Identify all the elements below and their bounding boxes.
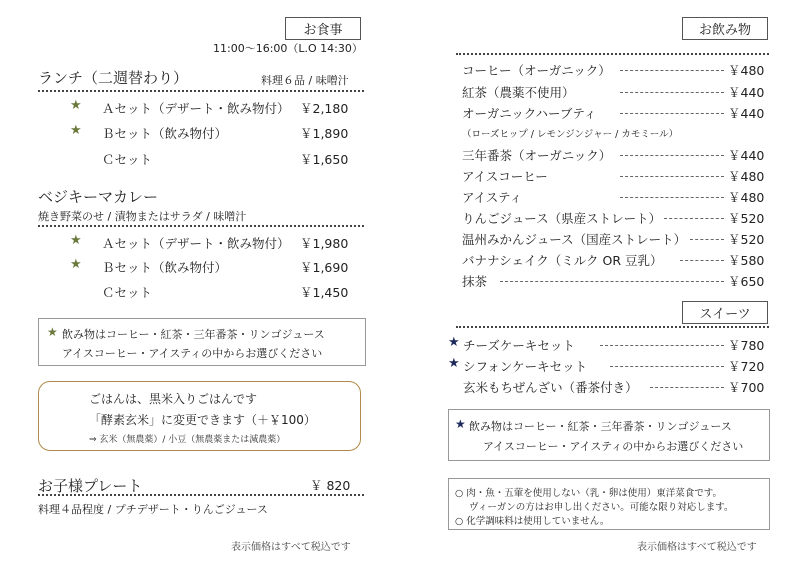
curry-divider <box>38 225 364 227</box>
lunch-divider <box>38 90 364 92</box>
vegan-note-line2: ヴィーガンの方はお申し出ください。可能な限り対応します。 <box>469 502 734 513</box>
recommend-star-icon: ★ <box>70 98 82 113</box>
lunch-set-c-price: ￥1,650 <box>300 152 349 167</box>
drink-item-name: 三年番茶（オーガニック） <box>462 148 612 163</box>
sweet-item-name: シフォンケーキセット <box>463 359 588 374</box>
kids-divider <box>38 494 364 496</box>
leader-dashes <box>620 113 724 114</box>
leader-dashes <box>650 387 724 388</box>
drink-note-line1: 飲み物はコーヒー・紅茶・三年番茶・リンゴジュース <box>469 420 732 433</box>
sweets-section-tab: スイーツ <box>682 301 768 324</box>
leader-dashes <box>620 155 724 156</box>
drink-note-line2: アイスコーヒー・アイスティの中からお選びください <box>483 440 744 453</box>
tax-note-right: 表示価格はすべて税込です <box>637 542 757 553</box>
rice-note-line2: 「酵素玄米」に変更できます（＋￥100） <box>89 413 316 427</box>
drink-item-price: ￥440 <box>728 148 765 163</box>
drink-item-name: 抹茶 <box>462 274 488 289</box>
drink-item-price: ￥480 <box>728 63 765 78</box>
rice-note-line3: ⇒ 玄米（無農薬）/ 小豆（無農薬または減農薬） <box>89 435 286 445</box>
curry-set-a-price: ￥1,980 <box>300 236 349 251</box>
leader-dashes <box>690 239 724 240</box>
lunch-set-c-name: Ｃセット <box>102 152 153 167</box>
drink-item-price: ￥480 <box>728 190 765 205</box>
curry-title: ベジキーマカレー <box>38 188 159 206</box>
herb-tea-options: （ローズヒップ / レモンジンジャー / カモミール） <box>462 129 679 140</box>
leader-dashes <box>620 197 724 198</box>
lunch-set-b-name: Ｂセット（飲み物付） <box>102 126 228 141</box>
drink-item-name: りんごジュース（県産ストレート） <box>462 211 662 226</box>
tax-note-left: 表示価格はすべて税込です <box>231 542 351 553</box>
sweet-item-name: 玄米もちぜんざい（番茶付き） <box>463 380 638 395</box>
lunch-set-b-price: ￥1,890 <box>300 126 349 141</box>
curry-set-c-name: Ｃセット <box>102 285 153 300</box>
curry-set-b-price: ￥1,690 <box>300 260 349 275</box>
rice-note-line1: ごはんは、黒米入りごはんです <box>89 392 258 406</box>
leader-dashes <box>620 176 724 177</box>
meal-section-tab: お食事 <box>285 17 361 40</box>
drink-item-price: ￥580 <box>728 253 765 268</box>
vegan-note-line1: ○ 肉・魚・五葷を使用しない（乳・卵は使用）東洋菜食です。 <box>455 488 723 499</box>
curry-note: 焼き野菜のせ / 漬物またはサラダ / 味噌汁 <box>38 210 247 223</box>
lunch-set-a-price: ￥2,180 <box>300 101 349 116</box>
drink-item-price: ￥520 <box>728 232 765 247</box>
recommend-star-icon: ★ <box>70 123 82 138</box>
leader-dashes <box>620 92 724 93</box>
drink-item-price: ￥480 <box>728 169 765 184</box>
rice-note <box>38 381 361 451</box>
drink-note-line1: 飲み物はコーヒー・紅茶・三年番茶・リンゴジュース <box>62 328 325 341</box>
leader-dashes <box>600 345 724 346</box>
vegan-note-line3: ○ 化学調味料は使用していません。 <box>455 516 610 527</box>
curry-set-c-price: ￥1,450 <box>300 285 349 300</box>
recommend-star-icon: ★ <box>70 233 82 248</box>
drink-choice-note <box>448 409 770 461</box>
business-hours: 11:00〜16:00（L.O 14:30） <box>213 42 363 55</box>
leader-dashes <box>620 70 724 71</box>
drink-choice-note <box>38 318 366 366</box>
drink-item-price: ￥520 <box>728 211 765 226</box>
drink-note-line2: アイスコーヒー・アイスティの中からお選びください <box>62 347 323 360</box>
drinks-divider <box>456 53 769 55</box>
sweet-item-price: ￥720 <box>728 359 765 374</box>
leader-dashes <box>610 366 724 367</box>
kids-plate-title: お子様プレート <box>38 477 143 495</box>
recommend-star-icon: ★ <box>448 356 460 371</box>
lunch-set-a-name: Ａセット（デザート・飲み物付） <box>102 101 290 116</box>
sweet-item-price: ￥780 <box>728 338 765 353</box>
drink-item-name: バナナシェイク（ミルク OR 豆乳） <box>462 253 663 268</box>
recommend-star-icon: ★ <box>455 417 466 431</box>
sweets-divider <box>456 326 769 328</box>
drink-item-name: コーヒー（オーガニック） <box>462 63 611 78</box>
drink-item-name: 紅茶（農薬不使用） <box>462 85 575 100</box>
drinks-section-tab: お飲み物 <box>682 17 768 40</box>
kids-plate-price: ￥ 820 <box>310 478 351 493</box>
leader-dashes <box>680 260 724 261</box>
curry-set-b-name: Ｂセット（飲み物付） <box>102 260 228 275</box>
lunch-title: ランチ（二週替わり） <box>38 69 189 87</box>
drink-item-name: 温州みかんジュース（国産ストレート） <box>462 232 687 247</box>
sweet-item-name: チーズケーキセット <box>463 338 575 353</box>
recommend-star-icon: ★ <box>448 335 460 350</box>
recommend-star-icon: ★ <box>47 325 58 339</box>
drink-item-price: ￥650 <box>728 274 765 289</box>
drink-item-name: オーガニックハーブティ <box>462 106 597 121</box>
curry-set-a-name: Ａセット（デザート・飲み物付） <box>102 236 290 251</box>
drink-item-price: ￥440 <box>728 106 765 121</box>
kids-plate-note: 料理４品程度 / プチデザート・りんごジュース <box>38 503 268 516</box>
drink-item-name: アイスティ <box>462 190 523 205</box>
lunch-note: 料理６品 / 味噌汁 <box>261 74 349 87</box>
leader-dashes <box>500 281 724 282</box>
recommend-star-icon: ★ <box>70 257 82 272</box>
drink-item-price: ￥440 <box>728 85 765 100</box>
leader-dashes <box>664 218 724 219</box>
drink-item-name: アイスコーヒー <box>462 169 548 184</box>
sweet-item-price: ￥700 <box>728 380 765 395</box>
vegan-note <box>448 478 770 530</box>
